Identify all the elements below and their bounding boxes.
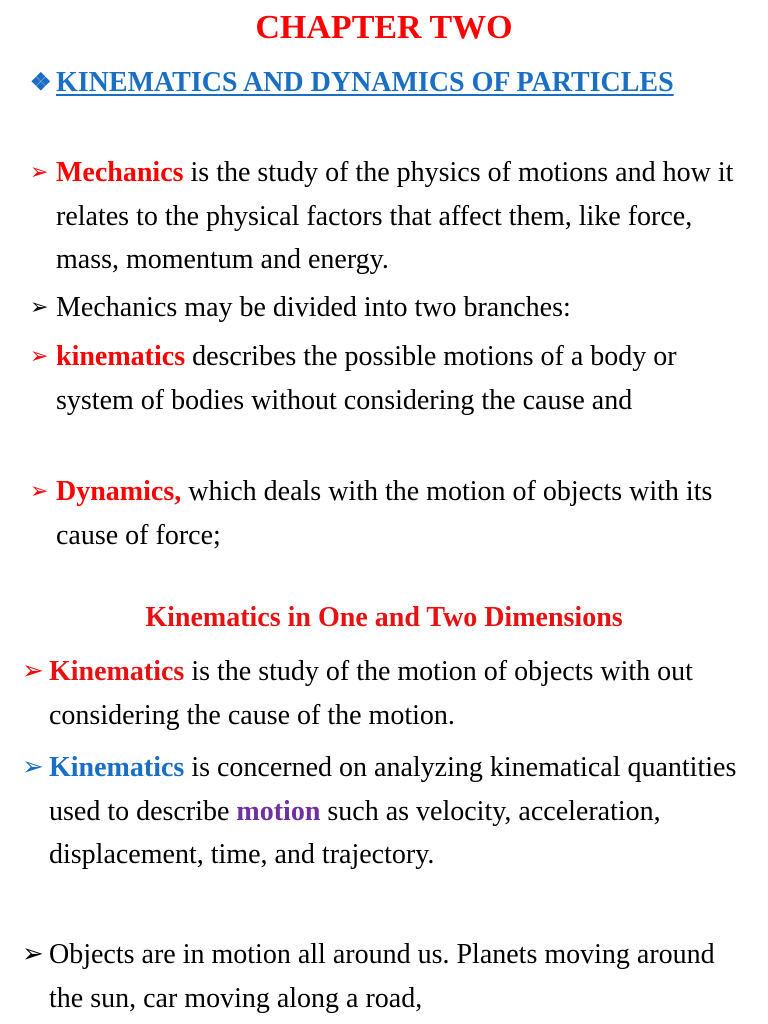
arrow-bullet-icon: ➢ — [30, 160, 49, 185]
bullet-text: is the study of the physics of motions and how it relates to the physical factors that affect them, like force, mass, momentum and energy. — [56, 157, 734, 275]
term-kinematics-3: Kinematics — [49, 752, 185, 783]
section-title: Kinematics in One and Two Dimensions — [145, 602, 623, 633]
term-kinematics: kinematics — [56, 341, 186, 372]
term-dynamics: Dynamics, — [56, 476, 182, 507]
term-mechanics: Mechanics — [56, 157, 184, 188]
term-kinematics-2: Kinematics — [49, 656, 185, 687]
bullet-mechanics — [30, 151, 745, 282]
bullet-branches — [30, 286, 745, 330]
bullet-dynamics — [30, 470, 745, 557]
arrow-bullet-icon: ➢ — [22, 939, 44, 969]
arrow-bullet-icon: ➢ — [30, 344, 49, 369]
bullet-kinematics — [30, 335, 745, 422]
bullet-kinematics-quantities — [22, 746, 747, 877]
diamond-bullet-icon: ❖ — [30, 70, 52, 96]
arrow-bullet-icon: ➢ — [30, 295, 49, 320]
chapter-title: CHAPTER TWO — [255, 9, 513, 46]
bullet-text: is the study of the motion of objects with out considering the cause of the motion. — [49, 656, 693, 731]
subheading-text: KINEMATICS AND DYNAMICS OF PARTICLES — [56, 67, 674, 98]
bullet-kinematics-definition — [22, 650, 747, 737]
arrow-bullet-icon: ➢ — [22, 656, 44, 686]
bullet-text: Objects are in motion all around us. Planets moving around the sun, car moving along a road, — [49, 939, 715, 1014]
arrow-bullet-icon: ➢ — [22, 752, 44, 782]
arrow-bullet-icon: ➢ — [30, 479, 49, 504]
bullet-text: Mechanics may be divided into two branches: — [56, 292, 571, 323]
term-motion: motion — [236, 795, 321, 827]
bullet-text: which deals with the motion of objects with its cause of force; — [56, 476, 713, 551]
bullet-text: describes the possible motions of a body or system of bodies without considering the cause and — [56, 341, 677, 416]
bullet-objects-in-motion — [22, 933, 747, 1020]
bullet-text-b: such as velocity, acceleration, displacement, time, and trajectory. — [49, 795, 661, 870]
chapter-subheading — [30, 62, 750, 104]
bullet-text-a: is concerned on analyzing kinematical quantities used to describe — [49, 752, 737, 827]
